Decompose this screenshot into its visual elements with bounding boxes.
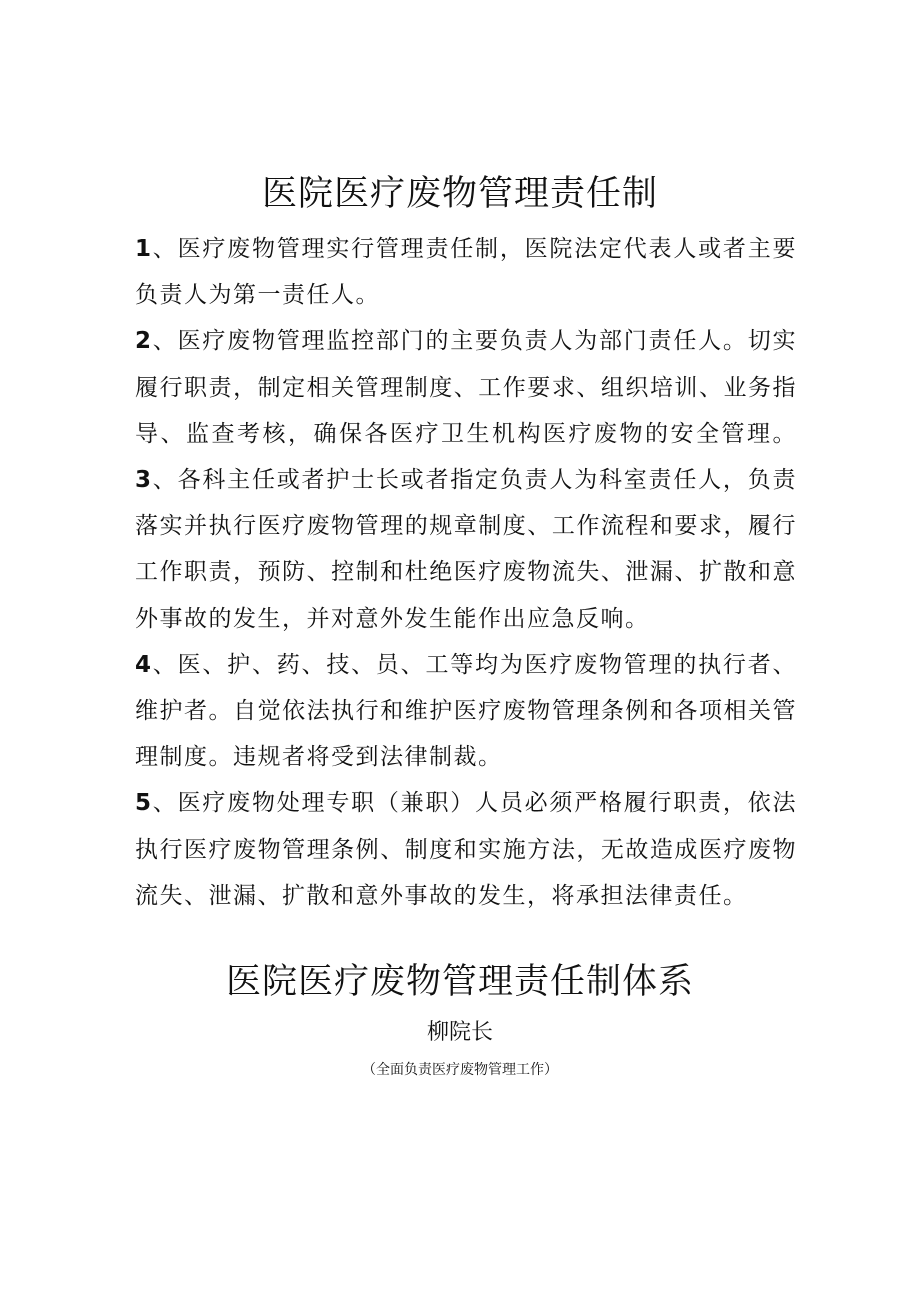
- paragraph-number: 1: [135, 236, 153, 262]
- paragraph-number: 3: [135, 467, 153, 494]
- paragraph-number: 4: [135, 651, 153, 678]
- document-title: 医院医疗废物管理责任制: [261, 174, 658, 214]
- paragraph-1: [135, 226, 797, 318]
- paragraph-number: 2: [135, 328, 153, 355]
- paragraph-text: 、各科主任或者护士长或者指定负责人为科室责任人，负责落实并执行医疗废物管理的规章制度、工作流程和要求，履行工作职责，预防、控制和杜绝医疗废物流失、泄漏、扩散和意外事故的发生，并对意外发生能作出应急反响。: [135, 467, 797, 632]
- paragraph-number: 5: [135, 790, 153, 817]
- paragraph-2: [135, 318, 797, 641]
- paragraph-text: 、医疗废物处理专职（兼职）人员必须严格履行职责，依法执行医疗废物管理条例、制度和实施方法，无故造成医疗废物流失、泄漏、扩散和意外事故的发生，将承担法律责任。: [135, 790, 797, 909]
- paragraph-text: 、医疗废物管理监控部门的主要负责人为部门责任人。切实履行职责，制定相关管理制度、工作要求、组织培训、业务指导、监查考核，确保各医疗卫生机构医疗废物的安全管理。: [135, 328, 797, 447]
- person-role: （全面负责医疗废物管理工作）: [362, 1062, 558, 1078]
- document-body: [135, 226, 797, 919]
- paragraph-text: 、医、护、药、技、员、工等均为医疗废物管理的执行者、维护者。自觉依法执行和维护医疗废物管理条例和各项相关管理制度。违规者将受到法律制裁。: [135, 651, 797, 771]
- person-name: 柳院长: [426, 1020, 493, 1045]
- section-title: 医院医疗废物管理责任制体系: [225, 962, 694, 1002]
- paragraph-5: [135, 780, 797, 919]
- paragraph-4: [135, 642, 797, 781]
- paragraph-text: 、医疗废物管理实行管理责任制，医院法定代表人或者主要负责人为第一责任人。: [135, 236, 797, 309]
